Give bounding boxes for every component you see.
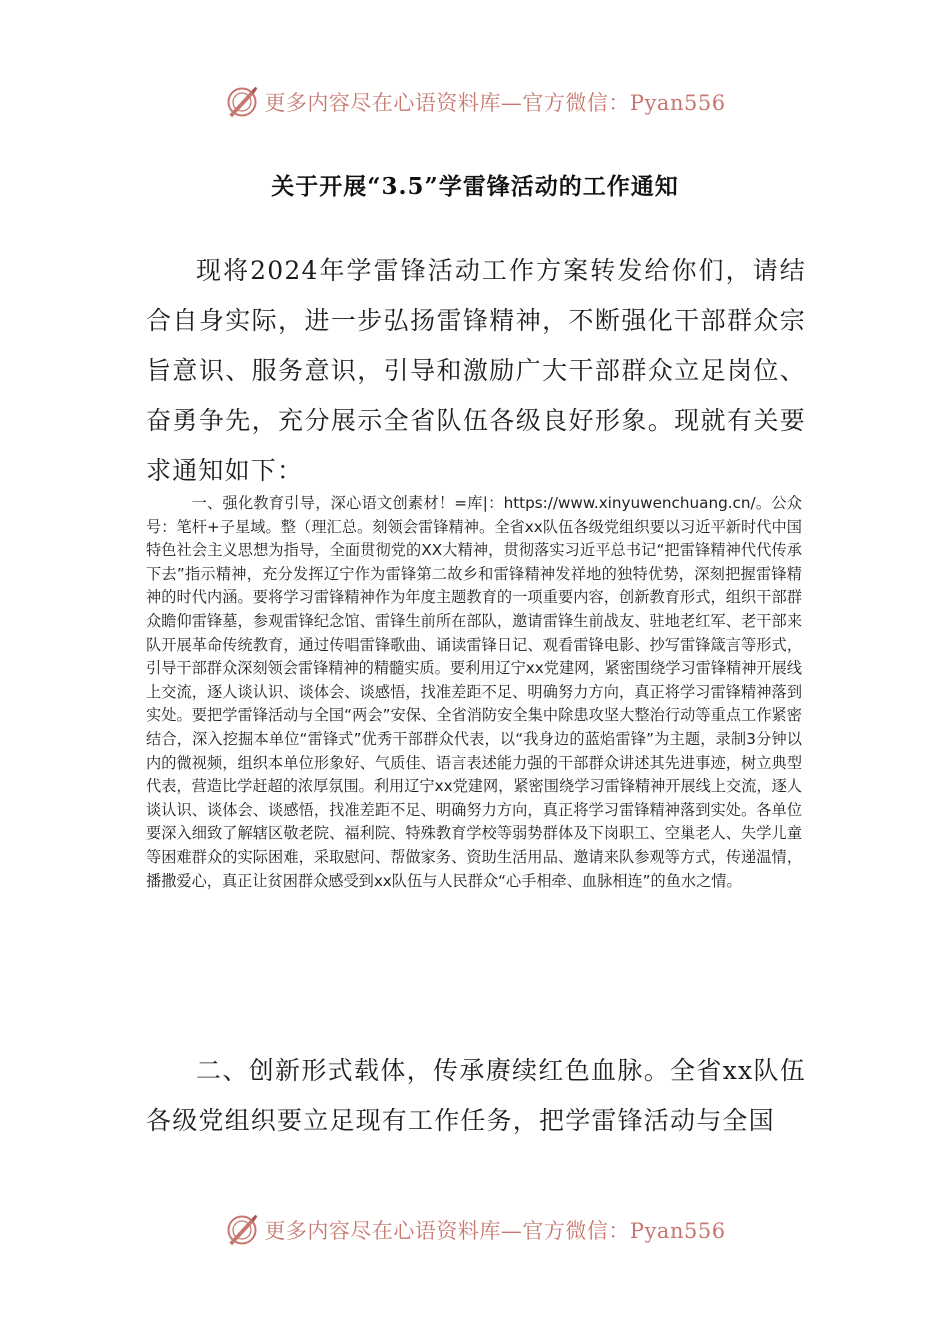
footer-watermark: [0, 1208, 950, 1252]
intro-paragraph: 现将2024年学雷锋活动工作方案转发给你们，请结合自身实际，进一步弘扬雷锋精神，不断强化干部群众宗旨意识、服务意识，引导和激励广大干部群众立足岗位、奋勇争先，充分展示全省队伍各级良好形象。现就有关要求通知如下：: [146, 256, 806, 485]
section-two-paragraph: 二、创新形式载体，传承赓续红色血脉。全省xx队伍各级党组织要立足现有工作任务，把学雷锋活动与全国: [146, 1056, 806, 1135]
pen-logo-icon: [224, 1212, 260, 1248]
section-one-paragraph: 一、强化教育引导，深心语文创素材！=库|：https://www.xinyuwenchuang.cn/。公众号：笔杆+子星域。整（理汇总。刻领会雷锋精神。全省xx队伍各级党组织要以习近平新时代中国特色社会主义思想为指导，全面贯彻党的XX大精神，贯彻落实习近平总书记“把雷锋精神代代传承下去”指示精神，充分发挥辽宁作为雷锋第二故乡和雷锋精神发祥地的独特优势，深刻把握雷锋精神的时代内涵。要将学习雷锋精神作为年度主题教育的一项重要内容，创新教育形式，组织干部群众瞻仰雷锋墓，参观雷锋纪念馆、雷锋生前所在部队，邀请雷锋生前战友、驻地老红军、老干部来队开展革命传统教育，通过传唱雷锋歌曲、诵读雷锋日记、观看雷锋电影、抄写雷锋箴言等形式，引导干部群众深刻领会雷锋精神的精髓实质。要利用辽宁xx党建网，紧密围绕学习雷锋精神开展线上交流，逐人谈认识、谈体会、谈感悟，找准差距不足、明确努力方向，真正将学习雷锋精神落到实处。要把学雷锋活动与全国“两会”安保、全省消防安全集中除患攻坚大整治行动等重点工作紧密结合，深入挖掘本单位“雷锋式”优秀干部群众代表，以“我身边的蓝焰雷锋”为主题，录制3分钟以内的微视频，组织本单位形象好、气质佳、语言表述能力强的干部群众讲述其先进事迹，树立典型代表，营造比学赶超的浓厚氛围。利用辽宁xx党建网，紧密围绕学习雷锋精神开展线上交流，逐人谈认识、谈体会、谈感悟，找准差距不足、明确努力方向，真正将学习雷锋精神落到实处。各单位要深入细致了解辖区敬老院、福利院、特殊教育学校等弱势群体及下岗职工、空巢老人、失学儿童等困难群众的实际困难，采取慰问、帮做家务、资助生活用品、邀请来队参观等方式，传递温情，播撒爱心，真正让贫困群众感受到xx队伍与人民群众“心手相牵、血脉相连”的鱼水之情。: [146, 494, 802, 890]
header-watermark: [0, 80, 950, 124]
watermark-text: 更多内容尽在心语资料库—官方微信：Pyan556: [264, 91, 726, 115]
watermark-text: 更多内容尽在心语资料库—官方微信：Pyan556: [264, 1219, 726, 1243]
pen-logo-icon: [224, 84, 260, 120]
document-title: 关于开展“3.5”学雷锋活动的工作通知: [271, 173, 679, 200]
